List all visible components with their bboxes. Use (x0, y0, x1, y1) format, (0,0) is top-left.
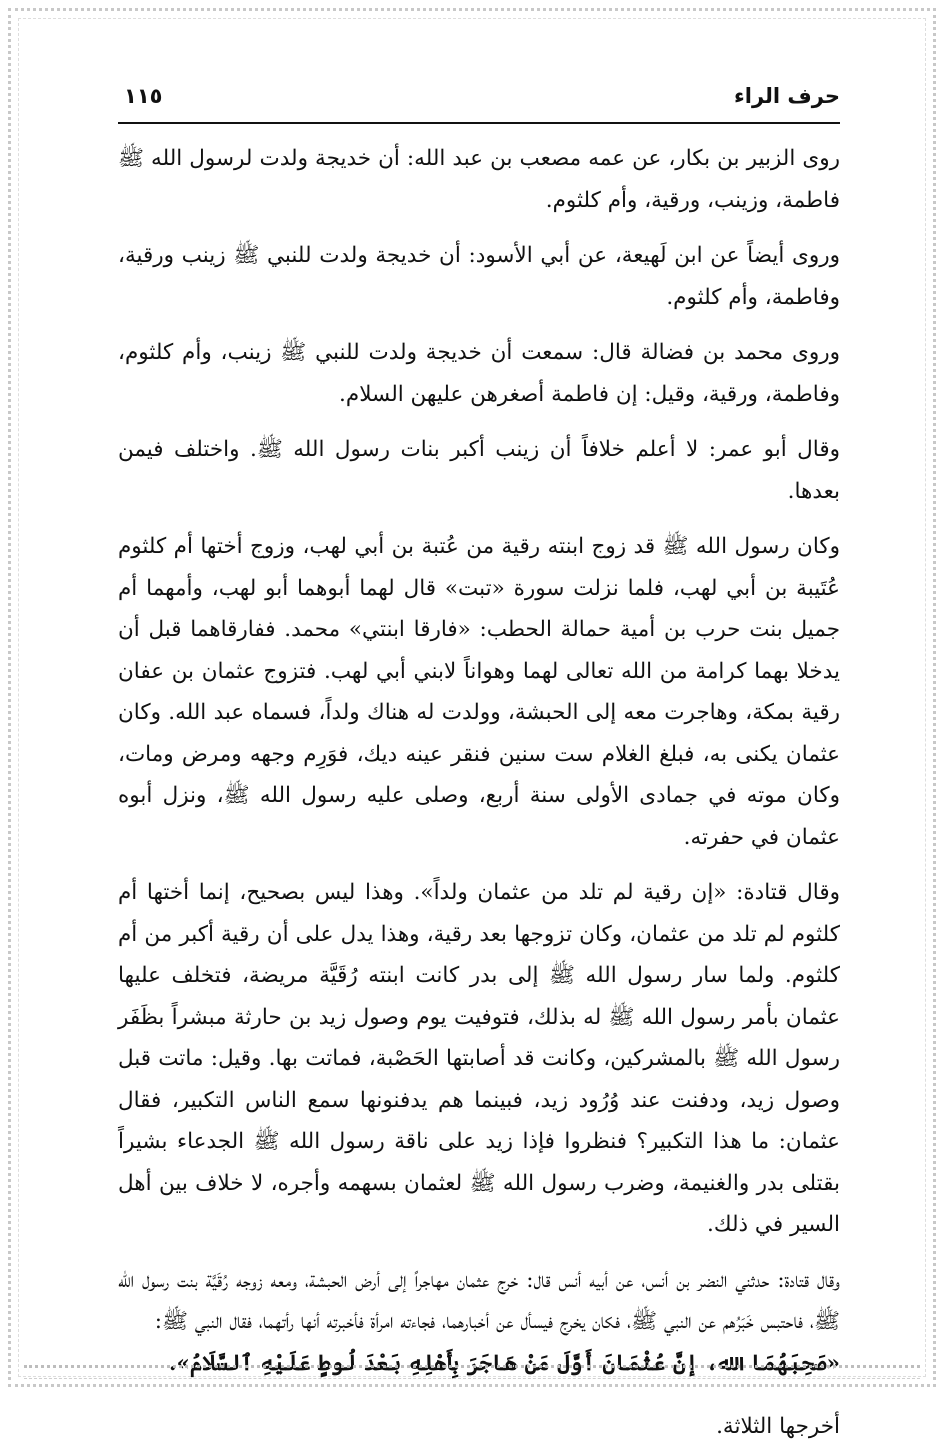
paragraph-6: وقال قتادة: «إن رقية لم تلد من عثمان ولداً». وهذا ليس بصحيح، إنما أختها أم كلثوم لم تلد من عثمان، وكان تزوجها بعد رقية، وهذا يدل على أن رقية أكبر من أم كلثوم. ولما سار رسول الله ﷺ إلى بدر كانت ابنته رُقَيَّة مريضة، فتخلف عليها عثمان بأمر رسول الله ﷺ له بذلك، فتوفيت يوم وصول زيد بن حارثة مبشراً بظَفَر رسول الله ﷺ بالمشركين، وكانت قد أصابتها الحَصْبة، فماتت بها. وقيل: ماتت قبل وصول زيد، ودفنت عند وُرُود زيد، فبينما هم يدفنونها سمع الناس التكبير، فقال عثمان: ما هذا التكبير؟ فنظروا فإذا زيد على ناقة رسول الله ﷺ الجدعاء بشيراً بقتلى بدر والغنيمة، وضرب رسول الله ﷺ لعثمان بسهمه وأجره، لا خلاف بين أهل السير في ذلك. (118, 880, 840, 1237)
page-number: ١١٥ (124, 84, 163, 108)
footer-ornament (24, 1365, 920, 1379)
page-header (118, 78, 840, 124)
paragraph-1: روى الزبير بن بكار، عن عمه مصعب بن عبد الله: أن خديجة ولدت لرسول الله ﷺ فاطمة، وزينب، ورقية، وأم كلثوم. (118, 146, 840, 213)
paragraph-3: وروى محمد بن فضالة قال: سمعت أن خديجة ولدت للنبي ﷺ زينب، وأم كلثوم، وفاطمة، ورقية، وقيل: إن فاطمة أصغرهن عليهن السلام. (118, 340, 840, 407)
paragraph-4: وقال أبو عمر: لا أعلم خلافاً أن زينب أكبر بنات رسول الله ﷺ. واختلف فيمن بعدها. (118, 437, 840, 504)
book-page (118, 78, 840, 1439)
running-title: حرف الراء (734, 84, 840, 108)
hadith-quote: «صَحِبَهُمَا الله، إنَّ عُثْمَانَ أَوَّلَ مَنْ هَاجَرَ بِأَهْلِهِ بَعْدَ لُوطٍ عَلَيْهِ ٱلسَّلَامُ». (169, 1350, 840, 1376)
paragraph-2: وروى أيضاً عن ابن لَهيعة، عن أبي الأسود: أن خديجة ولدت للنبي ﷺ زينب ورقية، وفاطمة، وأم كلثوم. (118, 243, 840, 310)
closing-note: أخرجها الثلاثة. (716, 1414, 840, 1439)
paragraph-7: وقال قتادة: حدثني النضر بن أنس، عن أبيه أنس قال: خرج عثمان مهاجراً إلى أرض الحبشة، ومعه زوجه رُقَيَّة بنت رسول الله ﷺ، فاحتبس خَبَرُهم عن النبي ﷺ، فكان يخرج فيسأل عن أخبارهما، فجاءته امرأة فأخبرته أنها رأتهما، فقال النبي ﷺ: (118, 1267, 840, 1334)
page-body (118, 138, 840, 1448)
paragraph-5: وكان رسول الله ﷺ قد زوج ابنته رقية من عُتبة بن أبي لهب، وزوج أختها أم كلثوم عُتَيبة بن أبي لهب، فلما نزلت سورة «تبت» قال لهما أبوهما أبو لهب، وأمهما أم جميل بنت حرب بن أمية حمالة الحطب: «فارقا ابنتي» محمد. ففارقاهما قبل أن يدخلا بهما كرامة من الله تعالى لهما وهواناً لابني أبي لهب. فتزوج عثمان بن عفان رقية بمكة، وهاجرت معه إلى الحبشة، وولدت له هناك ولداً، فسماه عبد الله. وكان عثمان يكنى به، فبلغ الغلام ست سنين فنقر عينه ديك، فوَرِم وجهه ومرض ومات، وكان موته في جمادى الأولى سنة أربع، وصلى عليه رسول الله ﷺ، ونزل أبوه عثمان في حفرته. (118, 534, 840, 850)
